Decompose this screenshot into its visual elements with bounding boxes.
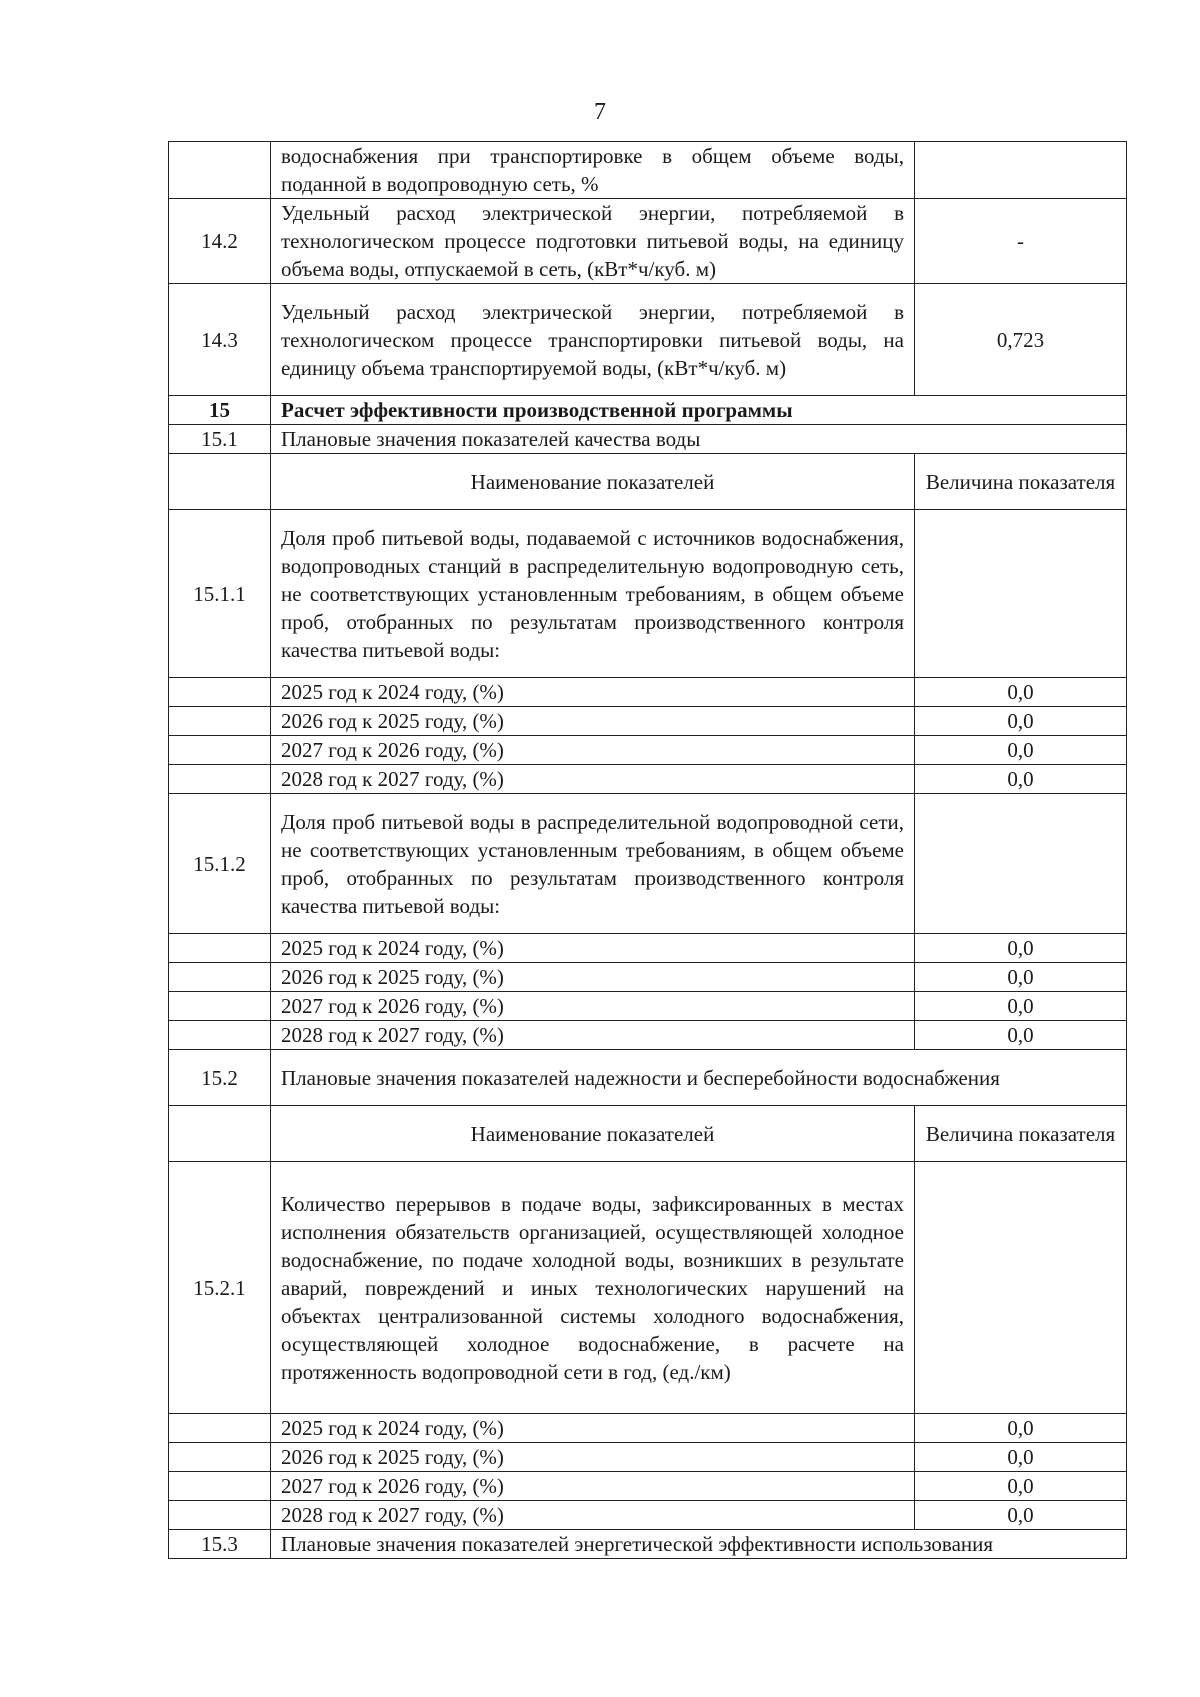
subsection-title: Плановые значения показателей надежности и бесперебойности водоснабжения bbox=[271, 1050, 1127, 1106]
indicator-text: Доля проб питьевой воды, подаваемой с источников водоснабжения, водопроводных станций в распределительную водопроводную сеть, не соответствующих установленным требованиям, в общем объеме проб, отобранных по результатам производственного контроля качества питьевой воды: bbox=[271, 510, 915, 678]
year-label: 2026 год к 2025 году, (%) bbox=[271, 707, 915, 736]
year-row bbox=[169, 1501, 1127, 1530]
table-row bbox=[169, 794, 1127, 934]
subsection-row bbox=[169, 1530, 1127, 1559]
table-row bbox=[169, 199, 1127, 284]
subsection-row bbox=[169, 425, 1127, 454]
subsection-number: 15.1 bbox=[169, 425, 271, 454]
year-row bbox=[169, 934, 1127, 963]
indicator-text: Доля проб питьевой воды в распределительной водопроводной сети, не соответствующих установленным требованиям, в общем объеме проб, отобранных по результатам производственного контроля качества питьевой воды: bbox=[271, 794, 915, 934]
year-label: 2028 год к 2027 году, (%) bbox=[271, 1501, 915, 1530]
indicator-text: водоснабжения при транспортировке в общем объеме воды, поданной в водопроводную сеть, % bbox=[271, 142, 915, 199]
header-indicator-value: Величина показателя bbox=[915, 454, 1127, 510]
table-header-row bbox=[169, 454, 1127, 510]
year-row bbox=[169, 707, 1127, 736]
indicator-text: Удельный расход электрической энергии, потребляемой в технологическом процессе подготовки питьевой воды, на единицу объема воды, отпускаемой в сеть, (кВт*ч/куб. м) bbox=[271, 199, 915, 284]
indicator-value bbox=[915, 794, 1127, 934]
indicator-value bbox=[915, 142, 1127, 199]
row-number: 14.3 bbox=[169, 284, 271, 396]
year-value: 0,0 bbox=[915, 707, 1127, 736]
year-value: 0,0 bbox=[915, 678, 1127, 707]
subsection-number: 15.2 bbox=[169, 1050, 271, 1106]
year-row bbox=[169, 1414, 1127, 1443]
row-number: 14.2 bbox=[169, 199, 271, 284]
year-value: 0,0 bbox=[915, 1501, 1127, 1530]
subsection-title: Плановые значения показателей энергетической эффективности использования bbox=[271, 1530, 1127, 1559]
page-number: 7 bbox=[594, 99, 606, 125]
indicator-value: - bbox=[915, 199, 1127, 284]
row-number: 15.1.1 bbox=[169, 510, 271, 678]
year-row bbox=[169, 1021, 1127, 1050]
section-title: Расчет эффективности производственной программы bbox=[271, 396, 1127, 425]
year-value: 0,0 bbox=[915, 1414, 1127, 1443]
year-value: 0,0 bbox=[915, 963, 1127, 992]
indicator-value bbox=[915, 1162, 1127, 1414]
indicator-value bbox=[915, 510, 1127, 678]
year-value: 0,0 bbox=[915, 1443, 1127, 1472]
subsection-title: Плановые значения показателей качества воды bbox=[271, 425, 1127, 454]
year-label: 2026 год к 2025 году, (%) bbox=[271, 1443, 915, 1472]
section-row bbox=[169, 396, 1127, 425]
row-number: 15.2.1 bbox=[169, 1162, 271, 1414]
subsection-row bbox=[169, 1050, 1127, 1106]
subsection-number: 15.3 bbox=[169, 1530, 271, 1559]
year-row bbox=[169, 736, 1127, 765]
indicator-text: Удельный расход электрической энергии, потребляемой в технологическом процессе транспортировки питьевой воды, на единицу объема транспортируемой воды, (кВт*ч/куб. м) bbox=[271, 284, 915, 396]
year-row bbox=[169, 963, 1127, 992]
year-value: 0,0 bbox=[915, 765, 1127, 794]
header-indicator-value: Величина показателя bbox=[915, 1106, 1127, 1162]
table-row bbox=[169, 142, 1127, 199]
year-label: 2028 год к 2027 году, (%) bbox=[271, 765, 915, 794]
year-label: 2028 год к 2027 году, (%) bbox=[271, 1021, 915, 1050]
year-row bbox=[169, 1472, 1127, 1501]
year-label: 2025 год к 2024 году, (%) bbox=[271, 934, 915, 963]
year-value: 0,0 bbox=[915, 1472, 1127, 1501]
year-label: 2025 год к 2024 году, (%) bbox=[271, 678, 915, 707]
row-number bbox=[169, 142, 271, 199]
year-row bbox=[169, 992, 1127, 1021]
year-label: 2026 год к 2025 году, (%) bbox=[271, 963, 915, 992]
row-number: 15.1.2 bbox=[169, 794, 271, 934]
year-value: 0,0 bbox=[915, 1021, 1127, 1050]
year-row bbox=[169, 765, 1127, 794]
table-row bbox=[169, 1162, 1127, 1414]
header-indicator-name: Наименование показателей bbox=[271, 1106, 915, 1162]
table-row bbox=[169, 284, 1127, 396]
table-header-row bbox=[169, 1106, 1127, 1162]
year-value: 0,0 bbox=[915, 736, 1127, 765]
indicator-value: 0,723 bbox=[915, 284, 1127, 396]
year-row bbox=[169, 678, 1127, 707]
year-value: 0,0 bbox=[915, 934, 1127, 963]
table-row bbox=[169, 510, 1127, 678]
year-label: 2027 год к 2026 году, (%) bbox=[271, 992, 915, 1021]
year-label: 2027 год к 2026 году, (%) bbox=[271, 1472, 915, 1501]
indicator-text: Количество перерывов в подаче воды, зафиксированных в местах исполнения обязательств организацией, осуществляющей холодное водоснабжение, по подаче холодной воды, возникших в результате аварий, повреждений и иных технологических нарушений на объектах централизованной системы холодного водоснабжения, осуществляющей холодное водоснабжение, в расчете на протяженность водопроводной сети в год, (ед./км) bbox=[271, 1162, 915, 1414]
year-value: 0,0 bbox=[915, 992, 1127, 1021]
section-number: 15 bbox=[169, 396, 271, 425]
year-label: 2025 год к 2024 году, (%) bbox=[271, 1414, 915, 1443]
header-indicator-name: Наименование показателей bbox=[271, 454, 915, 510]
year-label: 2027 год к 2026 году, (%) bbox=[271, 736, 915, 765]
year-row bbox=[169, 1443, 1127, 1472]
indicators-table bbox=[168, 141, 1127, 1559]
